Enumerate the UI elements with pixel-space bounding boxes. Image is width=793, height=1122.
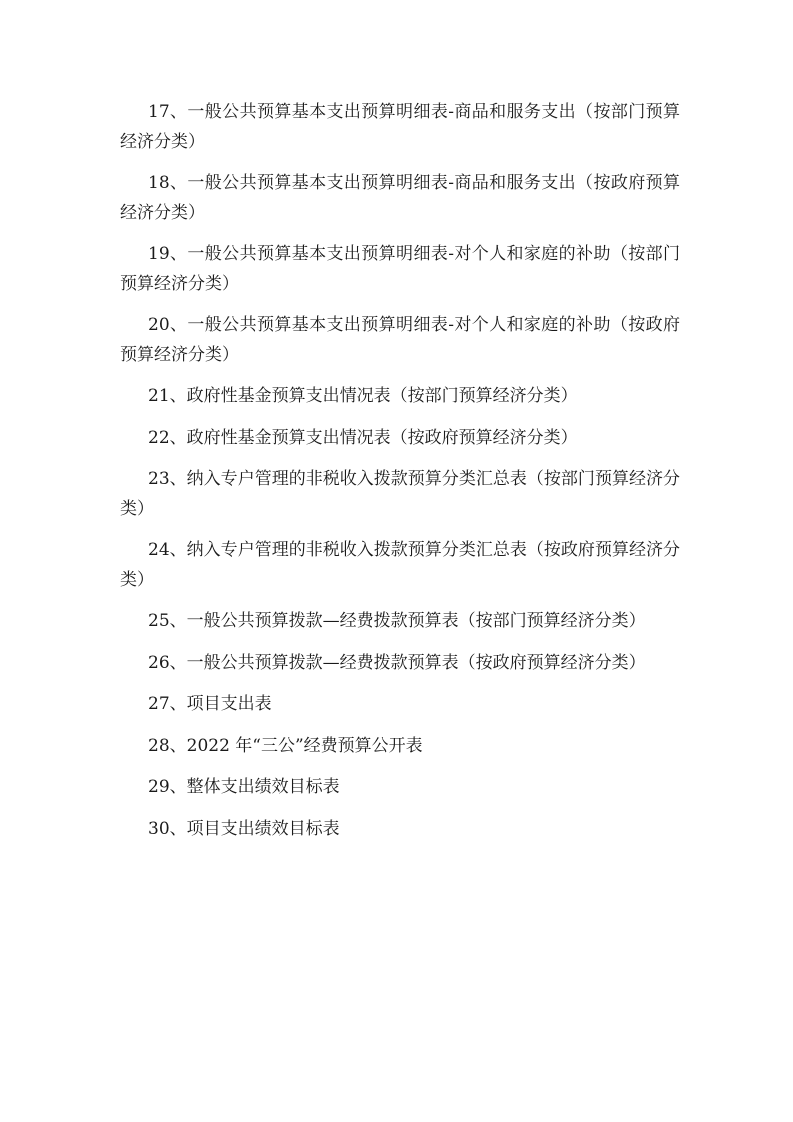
list-item: 26、一般公共预算拨款—经费拨款预算表（按政府预算经济分类）	[148, 652, 646, 673]
list-item: 25、一般公共预算拨款—经费拨款预算表（按部门预算经济分类）	[148, 611, 646, 631]
list-item: 20、一般公共预算基本支出预算明细表-对个人和家庭的补助（按政府预算经济分类）	[120, 315, 680, 365]
list-item: 27、项目支出表	[148, 694, 272, 714]
table-of-contents-list	[120, 98, 680, 856]
list-item: 24、纳入专户管理的非税收入拨款预算分类汇总表（按政府预算经济分类）	[120, 540, 680, 590]
list-item: 21、政府性基金预算支出情况表（按部门预算经济分类）	[148, 386, 578, 406]
list-item: 28、2022 年“三公”经费预算公开表	[148, 735, 423, 756]
list-item: 19、一般公共预算基本支出预算明细表-对个人和家庭的补助（按部门预算经济分类）	[120, 244, 680, 294]
list-item: 22、政府性基金预算支出情况表（按政府预算经济分类）	[148, 427, 578, 448]
list-item: 23、纳入专户管理的非税收入拨款预算分类汇总表（按部门预算经济分类）	[120, 469, 680, 519]
list-item: 30、项目支出绩效目标表	[148, 818, 340, 839]
list-item: 29、整体支出绩效目标表	[148, 777, 340, 797]
list-item: 18、一般公共预算基本支出预算明细表-商品和服务支出（按政府预算经济分类）	[120, 173, 680, 223]
list-item: 17、一般公共预算基本支出预算明细表-商品和服务支出（按部门预算经济分类）	[120, 102, 680, 152]
